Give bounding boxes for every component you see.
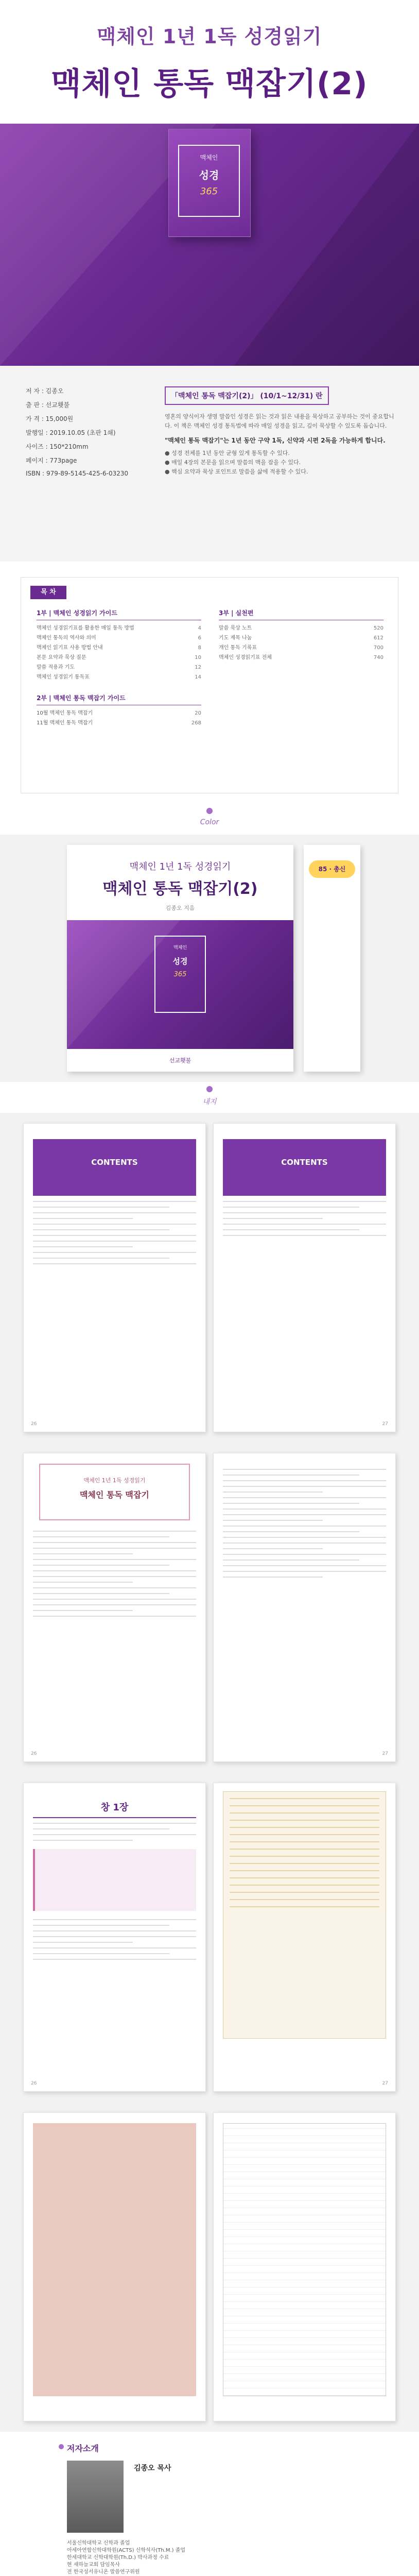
page-left (23, 1123, 206, 1432)
author-bio (67, 2540, 355, 2576)
part3-title: 3부 | 실천편 (219, 608, 383, 620)
author-bio-line: 전 한국성서유니온 말씀연구위원 (67, 2569, 140, 2575)
description-bullet: ● 성경 전체를 1년 동안 균형 있게 통독할 수 있다. (165, 450, 290, 456)
spec-size: 사이즈 : 150*210mm (26, 443, 89, 450)
book-description (165, 386, 396, 477)
toc-item: 10월 맥체인 통독 맥잡기 20 (37, 710, 201, 716)
toc-item: 11월 맥체인 통독 맥잡기 268 (37, 720, 201, 726)
plan-background (33, 2123, 196, 2396)
hero-subtitle: 맥체인 1년 1독 성경읽기 (97, 25, 322, 48)
toc-item: 말씀 적용과 기도 12 (37, 665, 201, 670)
cover-author: 김종오 지음 (165, 905, 195, 911)
hero-book-line3: 365 (200, 186, 218, 197)
divider-dot (206, 1086, 213, 1092)
spec-date: 발행일 : 2019.10.05 (초판 1쇄) (26, 429, 116, 436)
spread-plan (0, 2102, 419, 2432)
author-name: 김종오 목사 (134, 2464, 171, 2472)
author-tag: 저자소개 (67, 2442, 99, 2454)
page-right (213, 1783, 396, 2092)
page-header-title: CONTENTS (281, 1158, 328, 1167)
author-photo (67, 2461, 124, 2533)
cover-inner-line1: 맥체인 (173, 945, 187, 951)
contents-left-column (37, 608, 201, 728)
page-number: 27 (382, 1751, 388, 1756)
cover-purple-band (67, 920, 293, 1049)
page-right (213, 1453, 396, 1762)
page-number: 27 (382, 1421, 388, 1427)
spread-intro (0, 1443, 419, 1772)
hero-section (0, 0, 419, 366)
cover-publisher: 선교횃불 (169, 1057, 191, 1064)
toc-item: 개인 통독 기록표 700 (219, 645, 383, 651)
contents-tag: 목 차 (30, 586, 66, 599)
author-section (0, 2432, 419, 2576)
page-left (23, 1453, 206, 1762)
toc-item: 맥체인 성경읽기표 전체 740 (219, 655, 383, 660)
divider-label: 내지 (202, 1098, 217, 1106)
spine-tag: 85 · 총신 (309, 860, 355, 878)
cover-front (67, 845, 293, 1072)
page-right (213, 1123, 396, 1432)
page-right (213, 2112, 396, 2421)
reading-table (223, 1791, 386, 2039)
color-divider (0, 804, 419, 835)
toc-item: 본문 요약과 묵상 질문 10 (37, 655, 201, 660)
spec-pages: 페이지 : 773page (26, 457, 77, 464)
intro-title-box (39, 1464, 190, 1520)
book-info-section (0, 366, 419, 562)
cover-title: 맥체인 통독 맥잡기(2) (102, 880, 258, 898)
part1-title: 1부 | 맥체인 성경읽기 가이드 (37, 608, 201, 620)
hero-book-box (178, 145, 240, 217)
author-bio-line: 서울신학대학교 신학과 졸업 (67, 2540, 130, 2546)
page-header-box (223, 1139, 386, 1196)
part2-title: 2부 | 맥체인 통독 맥잡기 가이드 (37, 693, 201, 705)
toc-item: 말씀 묵상 노트 520 (219, 625, 383, 631)
page-left (23, 1783, 206, 2092)
cover-subtitle: 맥체인 1년 1독 성경읽기 (129, 861, 231, 872)
toc-item: 기도 제목 나눔 612 (219, 635, 383, 641)
page-number: 27 (382, 2081, 388, 2086)
page-number: 26 (31, 2081, 37, 2086)
description-bullet: ● 핵심 요약과 묵상 포인트로 말씀을 삶에 적용할 수 있다. (165, 468, 308, 475)
description-bullet: ● 매일 4장의 본문을 읽으며 말씀의 맥을 잡을 수 있다. (165, 459, 301, 466)
author-bio-line: 아세아연합신학대학원(ACTS) 신학석사(Th.M.) 졸업 (67, 2548, 186, 2553)
toc-item: 맥체인 통독의 역사와 의미 6 (37, 635, 201, 641)
inner-divider (0, 1082, 419, 1113)
cover-inner-line2: 성경 (172, 957, 188, 966)
note-box (33, 1849, 196, 1911)
hero-book-line2: 성경 (199, 169, 219, 181)
spread-contents (0, 1113, 419, 1443)
divider-dot (206, 808, 213, 814)
page-number: 26 (31, 1751, 37, 1756)
contents-section (0, 562, 419, 804)
divider-label: Color (200, 818, 219, 826)
description-emphasis: "맥체인 통독 맥잡기"는 1년 동안 구약 1독, 신약과 시편 2독을 가능하게 합니다. (165, 437, 386, 444)
cover-inner-box (154, 936, 206, 1013)
page-header-title: CONTENTS (91, 1158, 138, 1167)
hero-title: 맥체인 통독 맥잡기(2) (51, 66, 368, 102)
spec-isbn: ISBN : 979-89-5145-425-6-03230 (26, 470, 129, 477)
spread-chapter (0, 1772, 419, 2102)
description-headline: 「맥체인 통독 맥잡기(2)」 (10/1~12/31) 란 (165, 386, 329, 405)
hero-book-line1: 맥체인 (200, 154, 218, 161)
page-left (23, 2112, 206, 2421)
toc-item: 맥체인 성경읽기표를 활용한 매일 통독 방법 4 (37, 625, 201, 631)
intro-subtitle: 맥체인 1년 1독 성경읽기 (83, 1477, 146, 1484)
hero-book-cover (168, 129, 251, 237)
cover-inner-line3: 365 (173, 971, 187, 978)
toc-item: 맥체인 성경읽기 통독표 14 (37, 674, 201, 680)
hero-top (0, 0, 419, 139)
author-bio-line: 한세대학교 신학대학원(Th.D.) 박사과정 수료 (67, 2555, 169, 2561)
cover-section (0, 835, 419, 1082)
cover-back (304, 845, 360, 1072)
spec-price: 가 격 : 15,000원 (26, 415, 74, 422)
plan-grid (223, 2123, 386, 2396)
toc-item: 맥체인 읽기표 사용 방법 안내 8 (37, 645, 201, 651)
contents-right-column (219, 608, 383, 663)
page-header-box (33, 1139, 196, 1196)
intro-title: 맥체인 통독 맥잡기 (80, 1490, 149, 1500)
spec-publisher: 출 판 : 선교횃불 (26, 401, 70, 409)
description-paragraph: 영혼의 양식이자 생명 말씀인 성경은 읽는 것과 읽은 내용을 묵상하고 공부하는 것이 중요합니다. 이 책은 맥체인 성경 통독법에 따라 매일 성경을 읽고, 깊이 묵상할 수 있도록 돕습니다. (165, 413, 394, 429)
page-number: 26 (31, 1421, 37, 1427)
chapter-title: 창 1장 (33, 1799, 196, 1818)
spec-author: 저 자 : 김종오 (26, 387, 64, 395)
author-bio-line: 현 새하늘교회 담임목사 (67, 2562, 120, 2568)
contents-box (21, 577, 398, 793)
book-spec-list (26, 386, 154, 482)
